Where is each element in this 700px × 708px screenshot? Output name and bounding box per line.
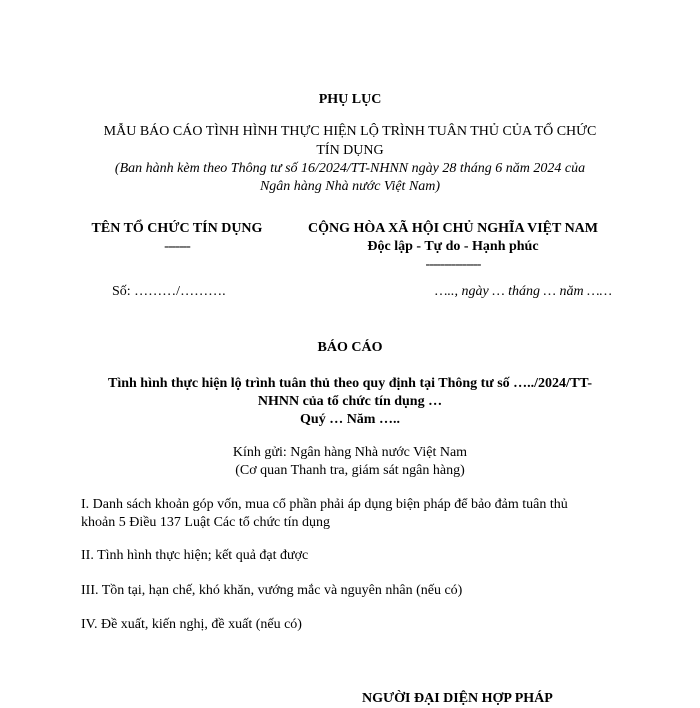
appendix-heading: PHỤ LỤC [318, 92, 382, 107]
motto-divider: --------------- [425, 257, 481, 272]
section-4: IV. Đề xuất, kiến nghị, đề xuất (nếu có) [81, 617, 302, 632]
report-subtitle-line-1: Tình hình thực hiện lộ trình tuân thủ theo quy định tại Thông tư số …../2024/TT- [107, 376, 593, 391]
form-title-line-1: MẪU BÁO CÁO TÌNH HÌNH THỰC HIỆN LỘ TRÌNH TUÂN THỦ CỦA TỔ CHỨC [103, 124, 597, 139]
org-name: TÊN TỔ CHỨC TÍN DỤNG [91, 221, 263, 236]
section-2: II. Tình hình thực hiện; kết quả đạt được [81, 548, 309, 563]
report-title: BÁO CÁO [317, 340, 383, 355]
issued-note-line-1: (Ban hành kèm theo Thông tư số 16/2024/TT-NHNN ngày 28 tháng 6 năm 2024 của [114, 161, 586, 176]
form-title-line-2: TÍN DỤNG [316, 143, 384, 158]
document-number: Số: ………/………. [112, 284, 226, 299]
recipient-agency: (Cơ quan Thanh tra, giám sát ngân hàng) [235, 463, 465, 478]
section-1-line-1: I. Danh sách khoản góp vốn, mua cổ phần phải áp dụng biện pháp để bảo đảm tuân thủ [81, 497, 568, 512]
issued-note-line-2: Ngân hàng Nhà nước Việt Nam) [259, 179, 441, 194]
section-1-line-2: khoản 5 Điều 137 Luật Các tổ chức tín dụng [81, 515, 331, 530]
date-line: ….., ngày … tháng … năm …… [435, 284, 612, 299]
org-divider: ------- [164, 239, 190, 254]
national-motto: Độc lập - Tự do - Hạnh phúc [367, 239, 539, 254]
section-3: III. Tồn tại, hạn chế, khó khăn, vướng mắc và nguyên nhân (nếu có) [81, 583, 463, 598]
report-period: Quý … Năm ….. [300, 412, 400, 427]
signature-title: NGƯỜI ĐẠI DIỆN HỢP PHÁP [362, 691, 553, 706]
recipient-line: Kính gửi: Ngân hàng Nhà nước Việt Nam [232, 445, 468, 460]
report-subtitle-line-2: NHNN của tổ chức tín dụng … [257, 394, 443, 409]
nation-name: CỘNG HÒA XÃ HỘI CHỦ NGHĨA VIỆT NAM [307, 221, 598, 236]
